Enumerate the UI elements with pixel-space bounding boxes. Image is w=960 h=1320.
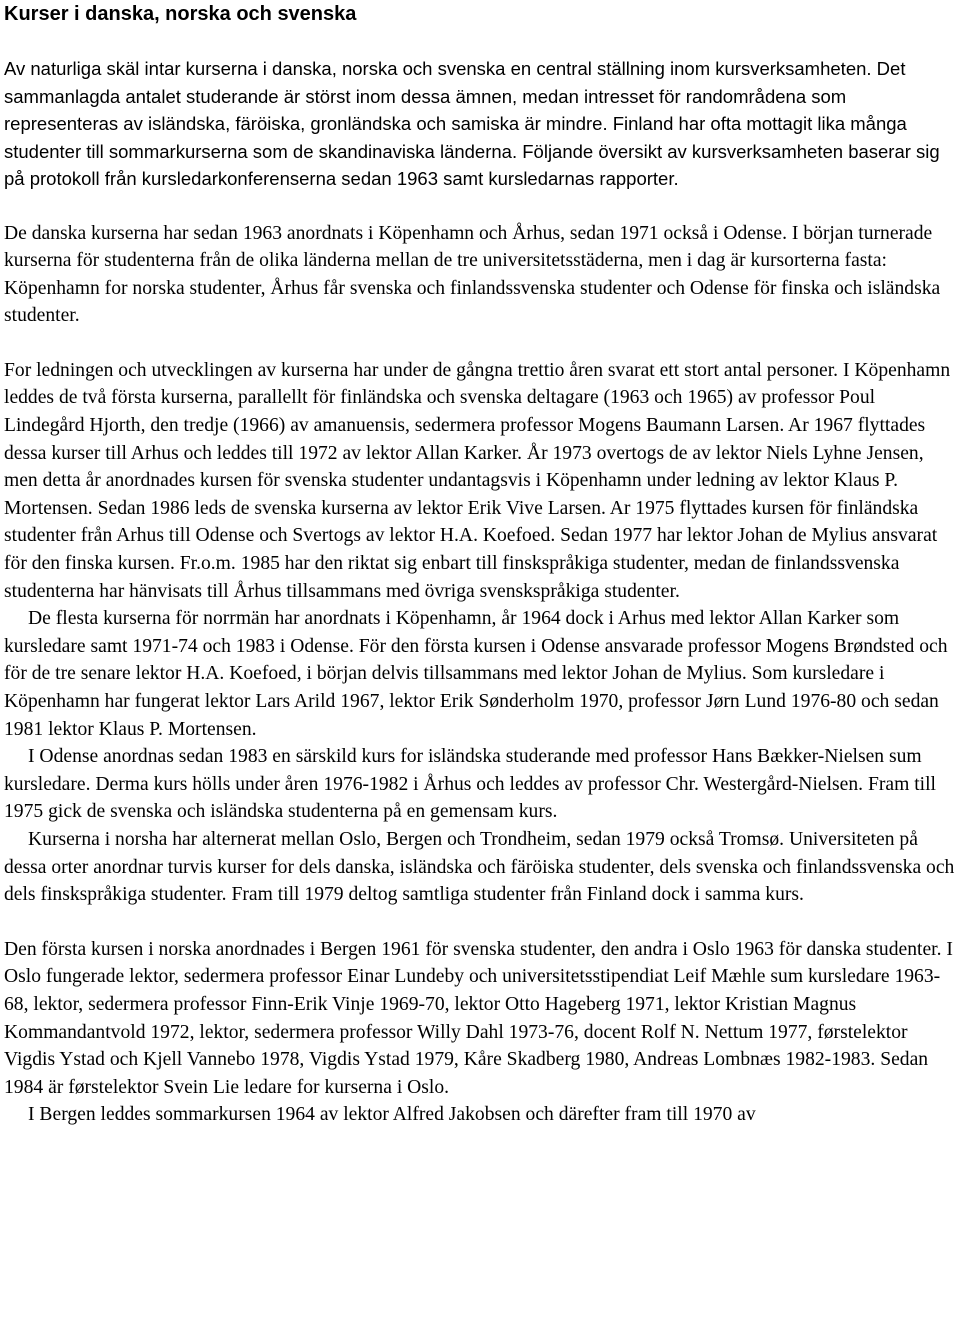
paragraph-bergen: I Bergen leddes sommarkursen 1964 av lektor Alfred Jakobsen och därefter fram till 1970 av [28, 1104, 756, 1126]
paragraph-icelandic-course: I Odense anordnas sedan 1983 en särskild kurs for isländska studerande med professor Hans Bækker-Nielsen sum kursledare. Derma kurs hölls under åren 1976-1982 i Århus och leddes av professor Chr. Westergård-Nielsen. Fram till 1975 gick de svenska och isländska studenterna på en gemensam kurs. [4, 746, 936, 823]
paragraph-intro: Av naturliga skäl intar kurserna i danska, norska och svenska en central ställning inom kursverksamheten. Det sammanlagda antalet studerande är störst inom dessa ämnen, medan intresset för randområdena som representeras av isländska, färöiska, gronländska och samiska är mindre. Finland har ofta mottagit lika många studenter till sommarkurserna som de skandinaviska länderna. Följande översikt av kursverksamheten baserar sig på protokoll från kursledarkonferenserna sedan 1963 samt kursledarnas rapporter. [4, 58, 940, 189]
paragraph-course-leaders: For ledningen och utvecklingen av kurserna har under de gångna trettio åren svarat ett stort antal personer. I Köpenhamn leddes de två första kurserna, parallellt för finländska och svenska deltagare (1963 och 1965) av professor Poul Lindegård Hjorth, den tredje (1966) av amanuensis, sedermera professor Mogens Baumann Larsen. Ar 1967 flyttades dessa kurser till Arhus och leddes till 1972 av lektor Allan Karker. År 1973 overtogs de av lektor Niels Lyhne Jensen, men detta år anordnades kursen för svenska studenter undantagsvis i Köpenhamn under ledning av lektor Klaus P. Mortensen. Sedan 1986 leds de svenska kurserna av lektor Erik Vive Larsen. Ar 1975 flyttades kursen för finländska studenter från Arhus till Odense och Svertogs av lektor H.A. Koefoed. Sedan 1977 har lektor Johan de Mylius ansvarat för den finska kursen. Fr.o.m. 1985 har den riktat sig enbart till finskspråkiga studenter, medan de finlandssvenska studenterna har hänvisats till Århus tillsammans med övriga svenskspråkiga studenter. [4, 359, 951, 602]
document-title: Kurser i danska, norska och svenska [4, 3, 357, 25]
paragraph-first-norwegian-course: Den första kursen i norska anordnades i Bergen 1961 för svenska studenter, den andra i Oslo 1963 för danska studenter. I Oslo fungerade lektor, sedermera professor Einar Lundeby och universitetsstipendiat Leif Mæhle sum kursledare 1963-68, lektor, sedermera professor Finn-Erik Vinje 1969-70, lektor Otto Hageberg 1971, lektor Kristian Magnus Kommandantvold 1972, lektor, sedermera professor Willy Dahl 1973-76, docent Rolf N. Nettum 1977, førstelektor Vigdis Ystad och Kjell Vannebo 1978, Vigdis Ystad 1979, Kåre Skadberg 1980, Andreas Lombnæs 1982-1983. Sedan 1984 är førstelektor Svein Lie ledare for kurserna i Oslo. [4, 938, 953, 1098]
paragraph-norwegian-courses: Kurserna i norsha har alternerat mellan Oslo, Bergen och Trondheim, sedan 1979 också Tromsø. Universiteten på dessa orter anordnar turvis kurser for dels danska, isländska och färöiska studenter, dels svenska och finlandssvenska och dels finskspråkiga studenter. Fram till 1979 deltog samtliga studenter från Finland dock i samma kurs. [4, 828, 955, 906]
paragraph-danish-courses: De danska kurserna har sedan 1963 anordnats i Köpenhamn och Århus, sedan 1971 också i Odense. I början turnerade kurserna för studenterna från de olika länderna mellan de tre universitetsstäderna, men i dag är kursorterna fasta: Köpenhamn for norska studenter, Århus får svenska och finlandssvenska studenter och Odense för finska och isländska studenter. [4, 222, 941, 327]
paragraph-norwegian-students: De flesta kurserna för norrmän har anordnats i Köpenhamn, år 1964 dock i Arhus med lektor Allan Karker som kursledare samt 1971-74 och 1983 i Odense. För den första kursen i Odense ansvarade professor Mogens Brøndsted och för de tre senare lektor H.A. Koefoed, i början delvis tillsammans med lektor Johan de Mylius. Som kursledare i Köpenhamn har fungerat lektor Lars Arild 1967, lektor Erik Sønderholm 1970, professor Jørn Lund 1976-80 och sedan 1981 lektor Klaus P. Mortensen. [4, 608, 948, 740]
document-page [4, 0, 956, 1129]
